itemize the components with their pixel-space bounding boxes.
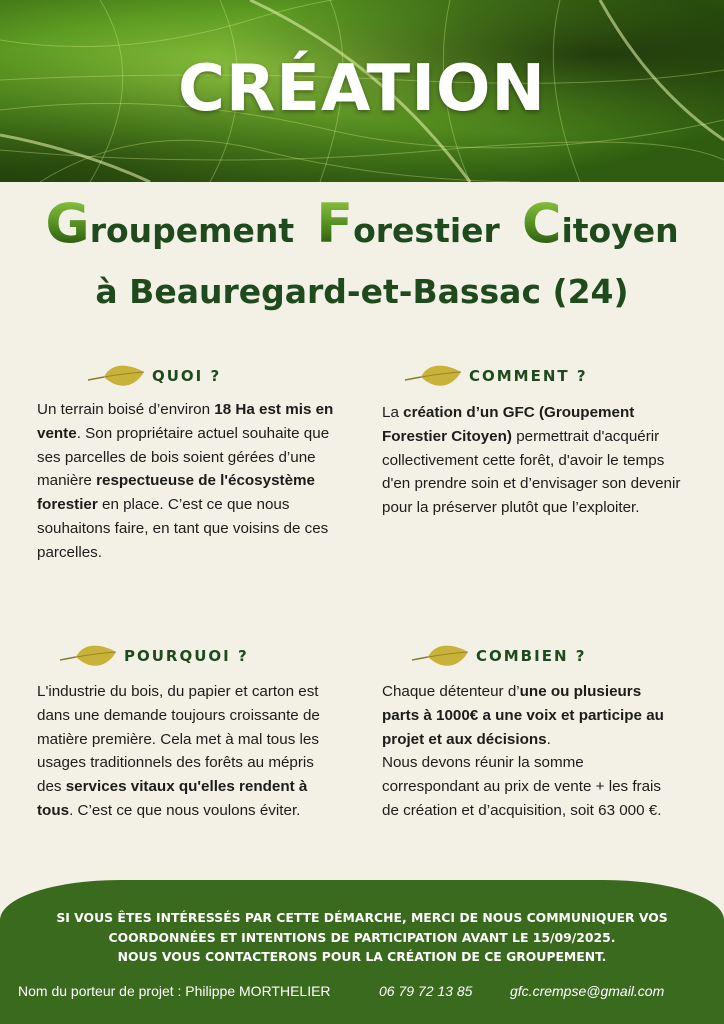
section-label-pourquoi: POURQUOI ? — [124, 647, 249, 665]
body-text: Nous devons réunir la somme correspondant au prix de vente + les frais de création et d’acquisition, soit 63 000 €. — [382, 754, 662, 819]
yellow-leaf-icon — [58, 638, 120, 674]
section-header-combien — [410, 638, 586, 674]
section-label-quoi: QUOI ? — [152, 367, 222, 385]
contact-phone[interactable]: 06 79 72 13 85 — [379, 983, 473, 999]
title-initial-g: G — [45, 192, 90, 255]
title-word-forestier: Forestier — [316, 192, 500, 255]
section-label-combien: COMBIEN ? — [476, 647, 587, 665]
body-text: Un terrain boisé d’environ — [37, 401, 215, 418]
body-text: L'industrie du bois, du papier et carton est dans une demande toujours croissante de matière première. Cela met à mal tous les usages traditionnels des forêts au mépris des — [37, 683, 320, 796]
section-body-comment — [382, 401, 682, 520]
hero-title: CRÉATION — [178, 52, 546, 126]
section-body-combien — [382, 680, 682, 823]
cta-line: COORDONNÉES ET INTENTIONS DE PARTICIPATION AVANT LE 15/09/2025. — [108, 929, 616, 945]
yellow-leaf-icon — [86, 358, 148, 394]
section-header-pourquoi — [58, 638, 249, 674]
title-word-citoyen: Citoyen — [521, 192, 679, 255]
section-header-quoi — [86, 358, 221, 394]
hero-banner — [0, 0, 724, 182]
emphasis-text: une ou plusieurs parts à 1000€ a une voix et participe au projet et aux décisions — [382, 683, 664, 748]
section-body-pourquoi — [37, 680, 337, 823]
footer-call-to-action — [0, 908, 724, 967]
contact-email[interactable]: gfc.crempse@gmail.com — [510, 983, 665, 999]
body-text: permettrait d'acquérir collectivement cette forêt, d'avoir le temps d'en prendre soin et d’envisager son devenir pour la préserver plutôt que l’exploiter. — [382, 427, 681, 517]
cta-line: NOUS VOUS CONTACTERONS POUR LA CRÉATION DE CE GROUPEMENT. — [117, 949, 607, 964]
yellow-leaf-icon — [403, 358, 465, 394]
cta-line: SI VOUS ÊTES INTÉRESSÉS PAR CETTE DÉMARCHE, MERCI DE NOUS COMMUNIQUER VOS — [56, 910, 668, 925]
body-text: . — [546, 730, 551, 748]
section-label-comment: COMMENT ? — [469, 367, 588, 385]
title-word-groupement: Groupement — [45, 192, 295, 255]
emphasis-text: création d’un GFC (Groupement Forestier Citoyen) — [382, 404, 635, 445]
body-text: . Son propriétaire actuel souhaite que ses parcelles de bois soient gérées d’une manière — [37, 424, 330, 490]
body-text: en place. C’est ce que nous souhaitons faire, en tant que voisins de ces parcelles. — [37, 496, 329, 561]
section-header-comment — [403, 358, 588, 394]
body-text: La — [382, 404, 404, 421]
contact-name: Nom du porteur de projet : Philippe MORTHELIER — [18, 983, 331, 999]
title-initial-c: C — [521, 192, 562, 255]
yellow-leaf-icon — [410, 638, 472, 674]
body-text: Chaque détenteur d’ — [382, 683, 520, 700]
emphasis-text: services vitaux qu'elles rendent à tous — [37, 778, 308, 819]
main-title — [0, 192, 724, 255]
body-text: . C’est ce que nous voulons éviter. — [69, 801, 301, 819]
title-initial-f: F — [316, 192, 354, 255]
emphasis-text: 18 Ha est mis en vente — [37, 401, 334, 442]
emphasis-text: respectueuse de l'écosystème forestier — [37, 472, 315, 514]
section-body-quoi — [37, 398, 337, 565]
location-subtitle: à Beauregard-et-Bassac (24) — [95, 272, 629, 311]
